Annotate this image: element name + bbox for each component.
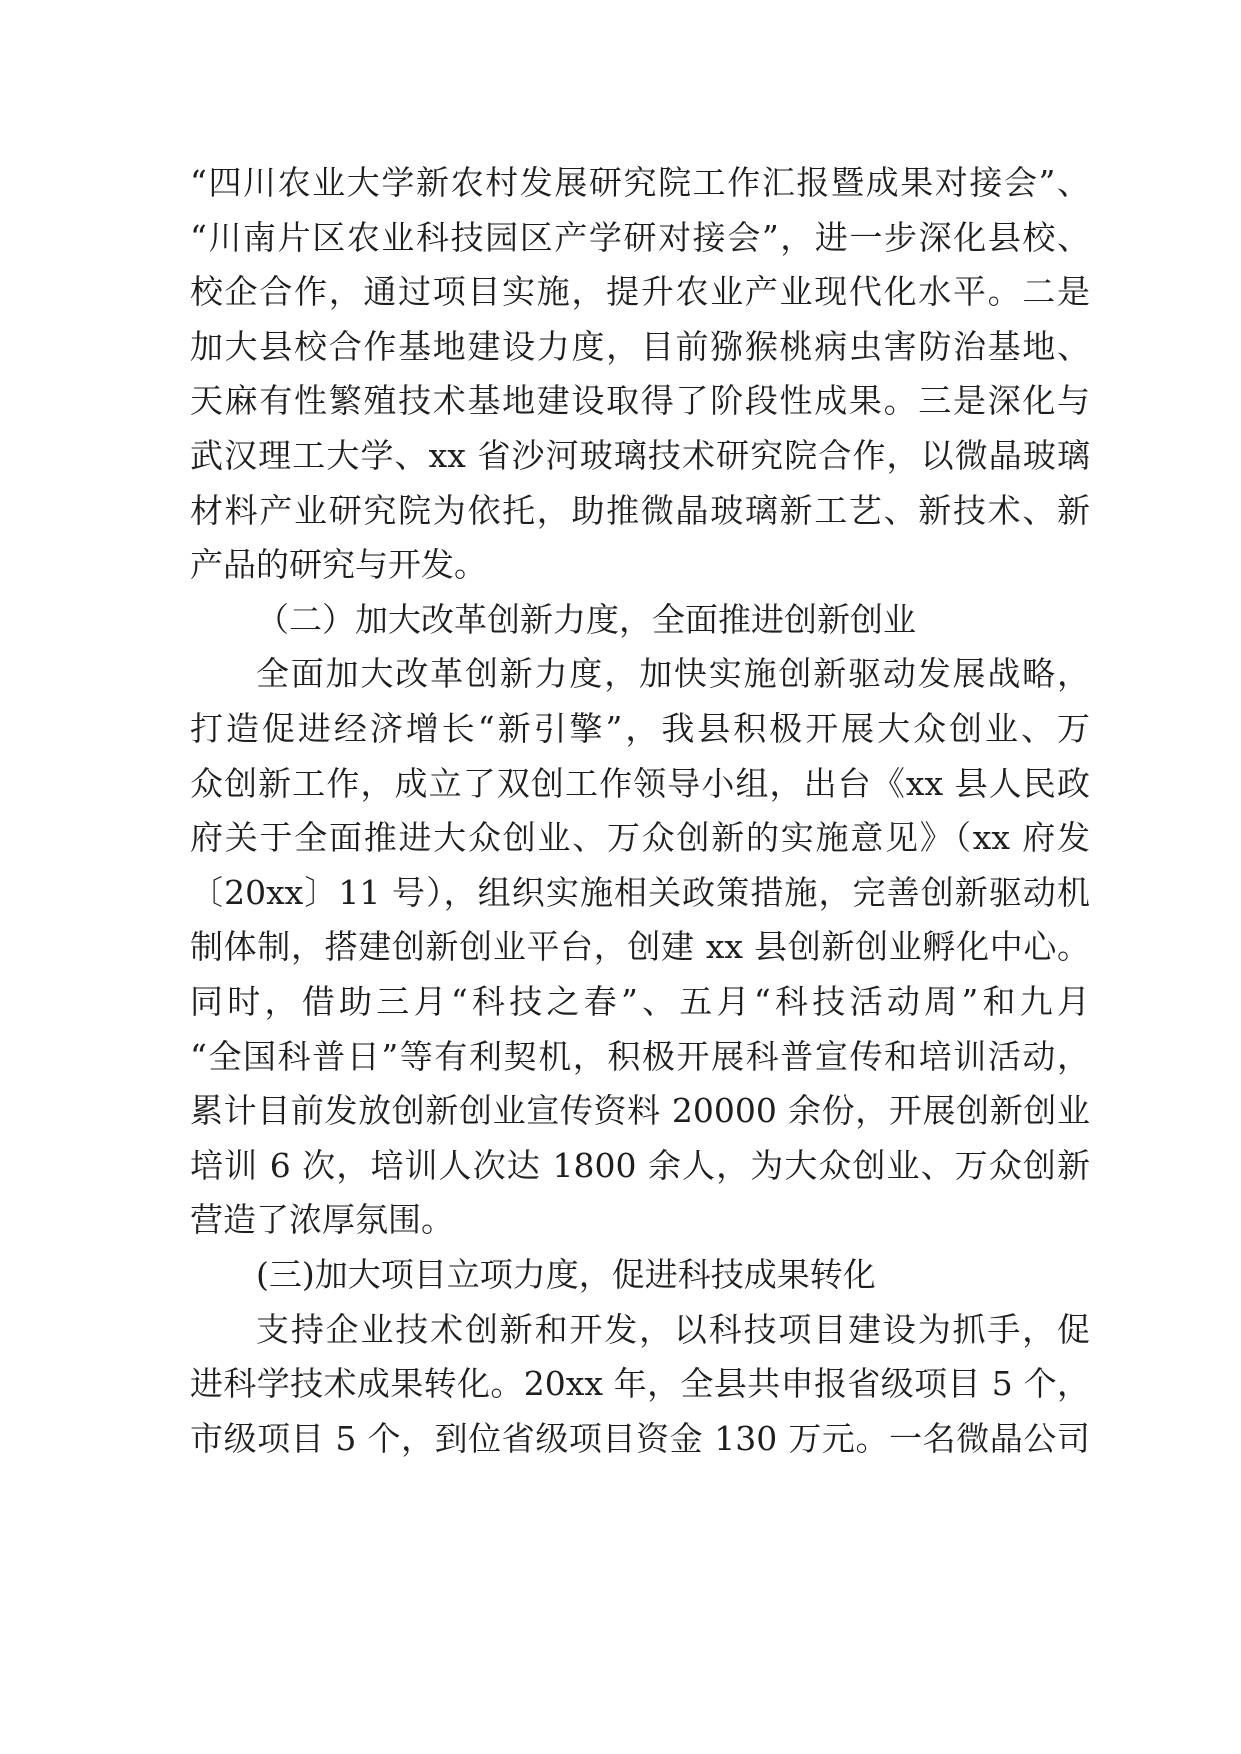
- text-line: 进科学技术成果转化。20xx 年，全县共申报省级项目 5 个，: [190, 1364, 1090, 1403]
- text-line: 累计目前发放创新创业宣传资料 20000 余份，开展创新创业: [190, 1091, 1090, 1130]
- text-line: (三)加大项目立项力度，促进科技成果转化: [256, 1255, 876, 1294]
- text-line: 武汉理工大学、xx 省沙河玻璃技术研究院合作，以微晶玻璃: [190, 436, 1090, 475]
- text-line: 市级项目 5 个，到位省级项目资金 130 万元。一名微晶公司: [190, 1419, 1090, 1458]
- text-line: “全国科普日”等有利契机，积极开展科普宣传和培训活动，: [190, 1037, 1090, 1076]
- text-line: 天麻有性繁殖技术基地建设取得了阶段性成果。三是深化与: [190, 381, 1090, 420]
- text-line: 众创新工作，成立了双创工作领导小组，出台《xx 县人民政: [190, 764, 1090, 803]
- text-line: 营造了浓厚氛围。: [190, 1200, 454, 1239]
- text-line: 制体制，搭建创新创业平台，创建 xx 县创新创业孵化中心。: [190, 927, 1090, 966]
- text-line: 府关于全面推进大众创业、万众创新的实施意见》（xx 府发: [190, 818, 1090, 857]
- text-line: 全面加大改革创新力度，加快实施创新驱动发展战略，: [256, 654, 1090, 693]
- text-line: 校企合作，通过项目实施，提升农业产业现代化水平。二是: [190, 272, 1090, 311]
- text-line: “川南片区农业科技园区产学研对接会”，进一步深化县校、: [190, 218, 1090, 257]
- text-line: 同时，借助三月“科技之春”、五月“科技活动周”和九月: [190, 982, 1090, 1021]
- text-line: 产品的研究与开发。: [190, 545, 487, 584]
- text-line: 打造促进经济增长“新引擎”，我县积极开展大众创业、万: [190, 709, 1090, 748]
- text-line: 材料产业研究院为依托，助推微晶玻璃新工艺、新技术、新: [190, 491, 1090, 530]
- text-line: 支持企业技术创新和开发，以科技项目建设为抓手，促: [256, 1310, 1090, 1349]
- text-line: 培训 6 次，培训人次达 1800 余人，为大众创业、万众创新: [190, 1146, 1090, 1185]
- text-line: 加大县校合作基地建设力度，目前猕猴桃病虫害防治基地、: [190, 327, 1090, 366]
- text-line: （二）加大改革创新力度，全面推进创新创业: [256, 600, 916, 639]
- text-line: “四川农业大学新农村发展研究院工作汇报暨成果对接会”、: [190, 163, 1090, 202]
- text-line: 〔20xx〕11 号），组织实施相关政策措施，完善创新驱动机: [190, 873, 1090, 912]
